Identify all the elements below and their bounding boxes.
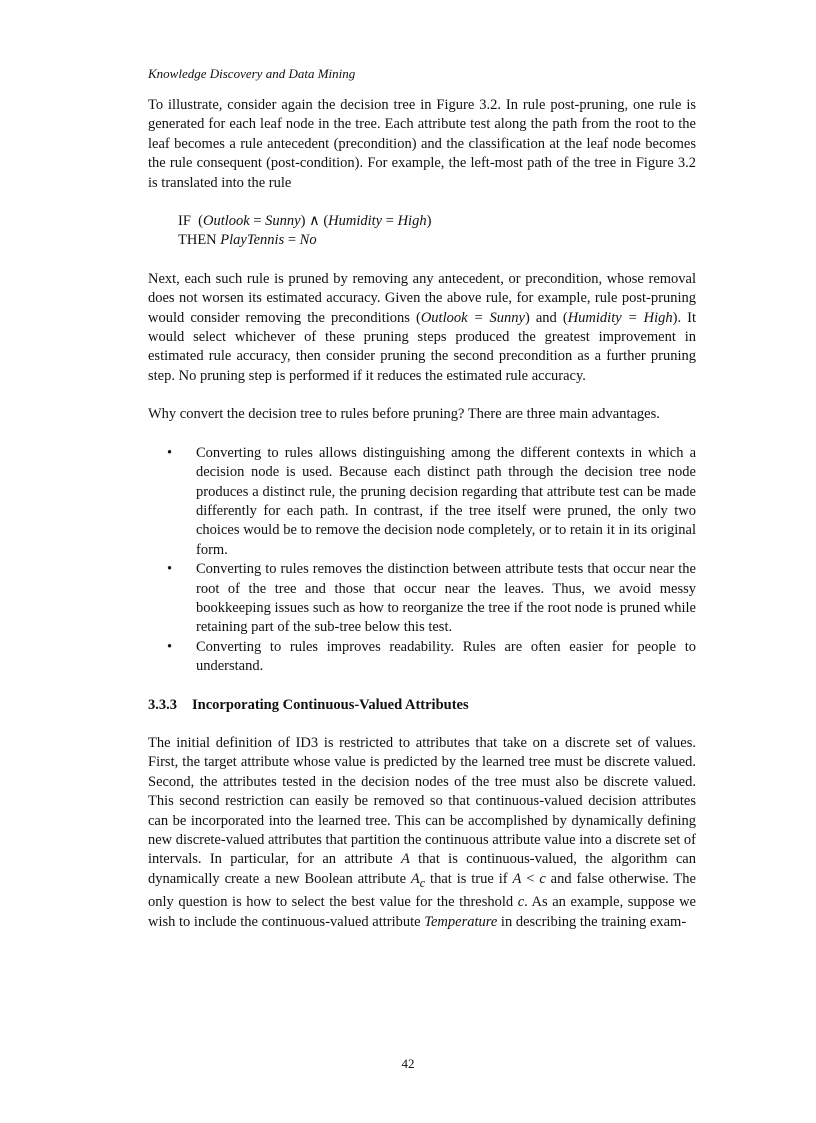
section-title: Incorporating Continuous-Valued Attributes bbox=[192, 696, 469, 713]
paragraph-why-convert: Why convert the decision tree to rules before pruning? There are three main advantages. bbox=[148, 406, 660, 423]
advantages-list bbox=[148, 444, 696, 677]
list-item: • Converting to rules removes the distinction between attribute tests that occur near the root of the tree and those that occur near the leaves. Thus, we avoid messy bookkeeping issues such as how to reorganize the tree if the root node is pruned while retaining part of the sub-tree below this test. bbox=[167, 561, 696, 636]
paragraph-rule-post-pruning: To illustrate, consider again the decision tree in Figure 3.2. In rule post-pruning, one rule is generated for each leaf node in the tree. Each attribute test along the path from the root to the leaf becomes a rule antecedent (precondition) and the classification at the leaf node becomes the rule consequent (post-condition). For example, the left-most path of the tree in Figure 3.2 is translated into the rule bbox=[148, 97, 696, 191]
rule-if-line: IF (Outlook = Sunny) ∧ (Humidity = High) bbox=[178, 213, 432, 230]
section-heading bbox=[148, 696, 696, 715]
bullet-icon: • bbox=[167, 444, 173, 461]
section-number: 3.3.3 bbox=[148, 696, 177, 713]
bullet-icon: • bbox=[167, 561, 173, 578]
page-number: 42 bbox=[401, 1056, 415, 1071]
example-rule bbox=[178, 212, 696, 251]
running-head: Knowledge Discovery and Data Mining bbox=[148, 66, 356, 81]
paragraph-pruning-antecedents: Next, each such rule is pruned by removing any antecedent, or precondition, whose removal does not worsen its estimated accuracy. Given the above rule, for example, rule post-pruning would consider removing the preconditions (Outlook = Sunny) and (Humidity = High). It would select whichever of these pruning steps produced the greatest improvement in estimated rule accuracy, then consider pruning the second precondition as a further pruning step. No pruning step is performed if it reduces the estimated rule accuracy. bbox=[148, 270, 697, 384]
page-body bbox=[148, 64, 696, 932]
rule-then-line: THEN PlayTennis = No bbox=[178, 232, 317, 249]
paragraph-continuous-attributes: The initial definition of ID3 is restricted to attributes that take on a discrete set of values. First, the target attribute whose value is predicted by the learned tree must be discrete valued. Second, the attributes tested in the decision nodes of the tree must also be discrete valued. This second restriction can easily be removed so that continuous-valued decision attributes can be incorporated into the learned tree. This can be accomplished by dynamically defining new discrete-valued attributes that partition the continuous attribute value into a discrete set of intervals. In particular, for an attribute A that is continuous-valued, the algorithm can dynamically create a new Boolean attribute $A_c$ that is true if A < c and false otherwise. The only question is how to select the best value for the threshold c. As an example, suppose we wish to include the continuous-valued attribute Temperature in describing the training exam- bbox=[148, 734, 697, 930]
list-item: • Converting to rules improves readability. Rules are often easier for people to understand. bbox=[167, 638, 696, 675]
and-symbol: ∧ bbox=[309, 213, 320, 230]
list-item: • Converting to rules allows distinguishing among the different contexts in which a decision node is used. Because each distinct path through the decision tree node produces a distinct rule, the pruning decision regarding that attribute test can be made differently for each path. In contrast, if the tree itself were pruned, the only two choices would be to remove the decision node completely, or to retain it in its original form. bbox=[167, 444, 696, 558]
bullet-icon: • bbox=[167, 638, 173, 655]
